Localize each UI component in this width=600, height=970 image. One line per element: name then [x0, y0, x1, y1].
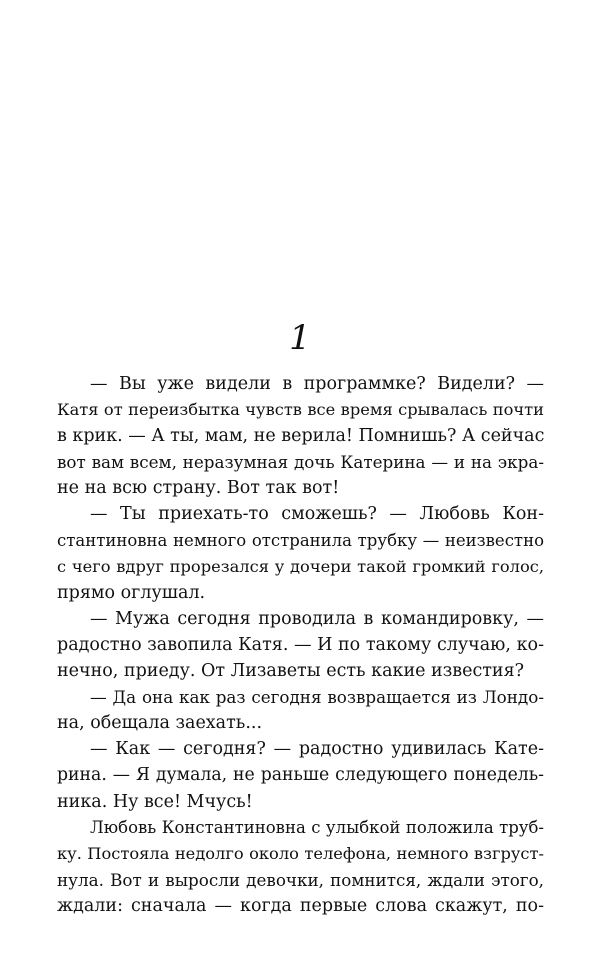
paragraph [57, 606, 544, 684]
text-line: — Вы уже видели в программке? Видели? — [90, 374, 544, 394]
chapter-number: 1 [289, 318, 311, 358]
text-line: — Мужа сегодня проводила в командировку, — [90, 608, 544, 629]
text-line: прямо оглушал. [57, 582, 206, 603]
text-line: в крик. — А ты, мам, не верила! Помнишь? А сейчас [57, 426, 544, 447]
paragraph [57, 501, 544, 605]
text-line: — Как — сегодня? — радостно удивилась Кате- [90, 739, 544, 760]
text-line: стантиновна немного отстранила трубку — неизвестно [57, 530, 544, 550]
text-line: Любовь Константиновна с улыбкой положила труб- [90, 817, 544, 837]
paragraph [57, 684, 544, 736]
paragraph [57, 736, 544, 814]
text-line: ника. Ну все! Мчусь! [57, 791, 253, 812]
text-line: — Ты приехать-то сможешь? — Любовь Кон- [90, 504, 544, 525]
paragraph [57, 371, 544, 501]
text-line: нечно, приеду. От Лизаветы есть какие известия? [57, 661, 525, 682]
text-line: радостно завопила Катя. — И по такому случаю, ко- [57, 634, 544, 655]
text-line: ку. Постояла недолго около телефона, немного взгруст- [57, 843, 544, 863]
text-line: Катя от переизбытка чувств все время срывалась почти [57, 400, 544, 420]
chapter-text [57, 371, 544, 919]
text-line: рина. — Я думала, не раньше следующего понедель- [57, 765, 544, 786]
text-line: вот вам всем, неразумная дочь Катерина — и на экра- [57, 452, 544, 473]
text-line: — Да она как раз сегодня возвращается из Лондо- [90, 687, 544, 708]
text-line: на, обещала заехать... [57, 713, 263, 734]
paragraph [57, 815, 544, 919]
text-line: не на всю страну. Вот так вот! [57, 478, 340, 499]
text-line: нула. Вот и выросли девочки, помнится, ждали этого, [57, 869, 544, 890]
text-line: с чего вдруг прорезался у дочери такой громкий голос, [57, 556, 544, 576]
text-line: ждали: сначала — когда первые слова скажут, по- [57, 895, 544, 916]
